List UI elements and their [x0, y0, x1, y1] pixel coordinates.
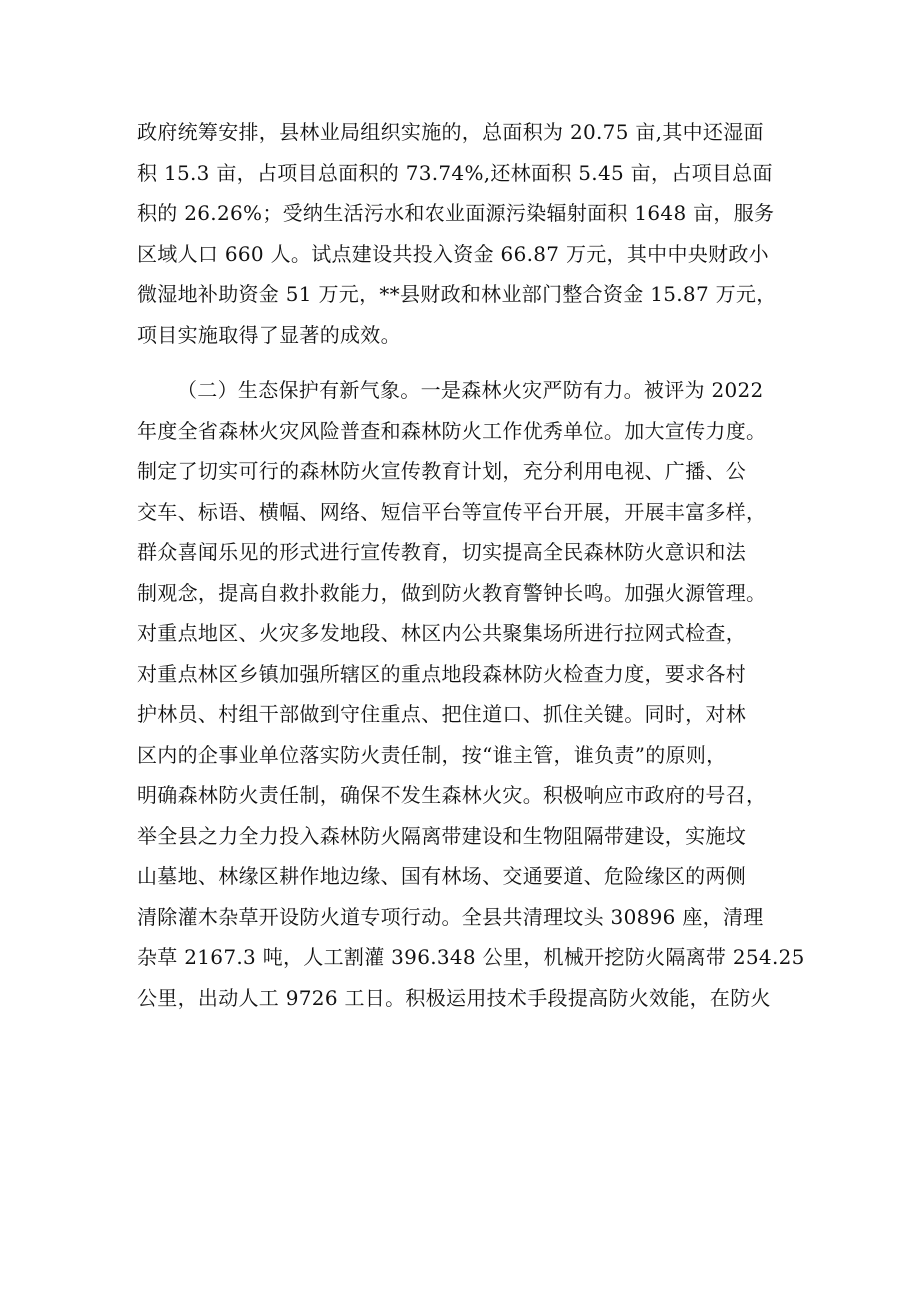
paragraph-line: 政府统筹安排，县林业局组织实施的，总面积为 20.75 亩,其中还湿面: [137, 120, 764, 144]
paragraph-line: 举全县之力全力投入森林防火隔离带建设和生物阻隔带建设，实施坟: [137, 823, 746, 848]
paragraph-line: 交车、标语、横幅、网络、短信平台等宣传平台开展，开展丰富多样，: [137, 499, 767, 524]
document-body: [137, 112, 805, 1018]
section-heading-line: （二）生态保护有新气象。一是森林火灾严防有力。被评为 2022: [177, 378, 764, 402]
paragraph-1: [137, 112, 797, 355]
paragraph-spacer: [137, 355, 797, 370]
paragraph-2: [137, 370, 805, 1018]
paragraph-line: 清除灌木杂草开设防火道专项行动。全县共清理坟头 30896 座，清理: [137, 904, 764, 929]
paragraph-line: 对重点地区、火灾多发地段、林区内公共聚集场所进行拉网式检查，: [137, 621, 746, 645]
paragraph-line: 明确森林防火责任制，确保不发生森林火灾。积极响应市政府的号召，: [137, 783, 767, 807]
paragraph-line: 对重点林区乡镇加强所辖区的重点地段森林防火检查力度，要求各村: [137, 661, 746, 686]
paragraph-line: 年度全省森林火灾风险普查和森林防火工作优秀单位。加大宣传力度。: [137, 418, 767, 443]
paragraph-line: 山墓地、林缘区耕作地边缘、国有林场、交通要道、危险缘区的两侧: [137, 864, 746, 888]
paragraph-line: 群众喜闻乐见的形式进行宣传教育，切实提高全民森林防火意识和法: [137, 540, 746, 564]
paragraph-line: 区内的企事业单位落实防火责任制，按“谁主管，谁负责”的原则，: [137, 742, 727, 767]
paragraph-line: 护林员、村组干部做到守住重点、把住道口、抓住关键。同时，对林: [137, 702, 746, 726]
paragraph-line: 杂草 2167.3 吨，人工割灌 396.348 公里，机械开挖防火隔离带 254.25: [137, 945, 805, 969]
paragraph-line: 积 15.3 亩，占项目总面积的 73.74%,还林面积 5.45 亩，占项目总面: [137, 160, 773, 185]
paragraph-line: 制观念，提高自救扑救能力，做到防火教育警钟长鸣。加强火源管理。: [137, 580, 767, 605]
paragraph-line: 项目实施取得了显著的成效。: [137, 322, 401, 347]
paragraph-line: 区域人口 660 人。试点建设共投入资金 66.87 万元，其中中央财政小: [137, 241, 769, 266]
paragraph-line: 公里，出动人工 9726 工日。积极运用技术手段提高防火效能，在防火: [137, 985, 771, 1010]
paragraph-line: 制定了切实可行的森林防火宣传教育计划，充分利用电视、广播、公: [137, 459, 746, 483]
paragraph-line: 积的 26.26%；受纳生活污水和农业面源污染辐射面积 1648 亩，服务: [137, 201, 775, 225]
paragraph-line: 微湿地补助资金 51 万元，**县财政和林业部门整合资金 15.87 万元，: [137, 282, 777, 306]
